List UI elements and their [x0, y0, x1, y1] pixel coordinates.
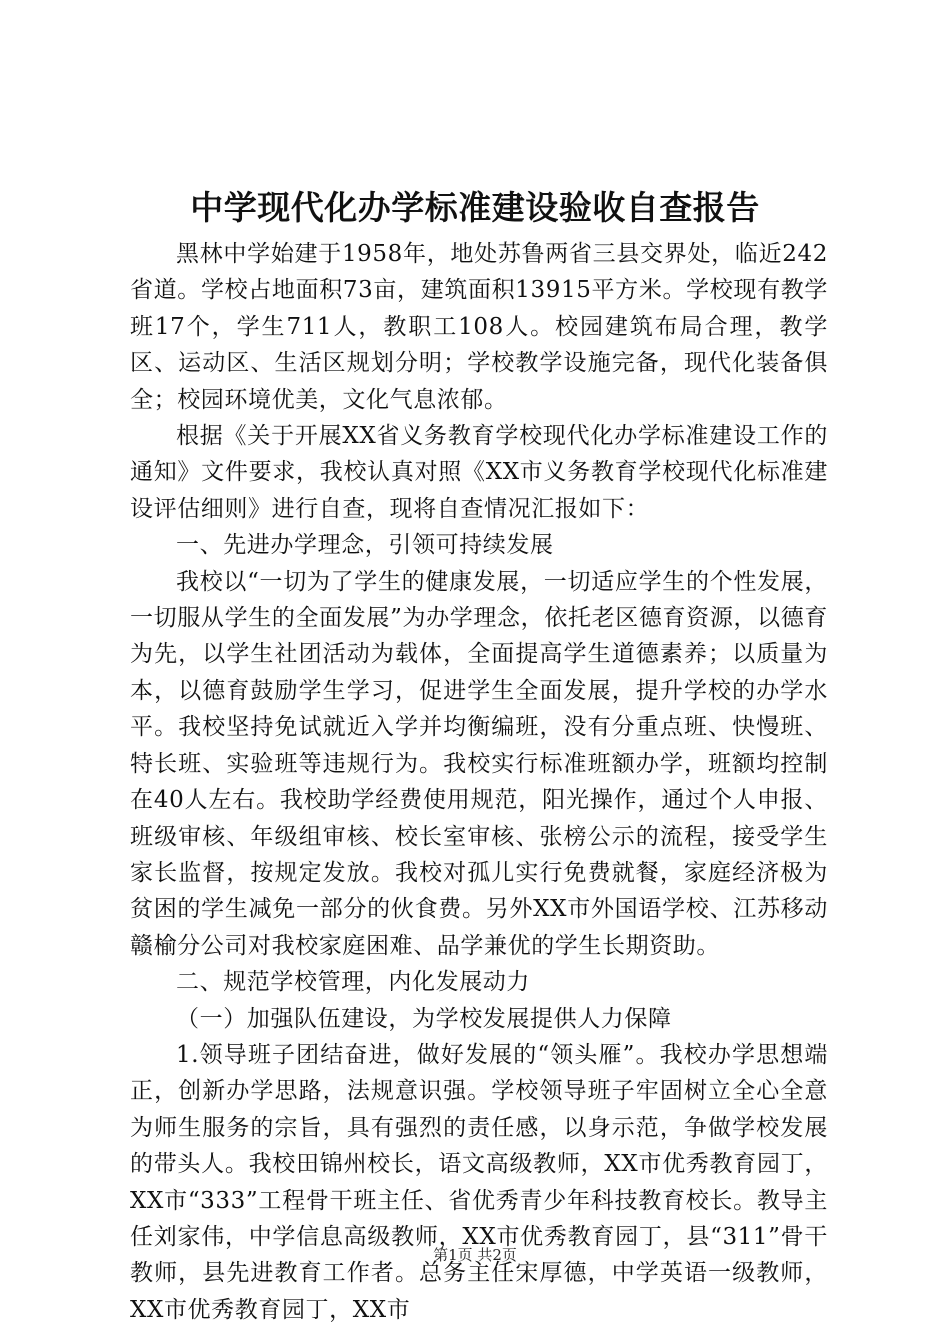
document-title: 中学现代化办学标准建设验收自查报告 [190, 188, 760, 227]
paragraph-basis: 根据《关于开展XX省义务教育学校现代化办学标准建设工作的通知》文件要求，我校认真对照《XX市义务教育学校现代化标准建设评估细则》进行自查，现将自查情况汇报如下： [130, 423, 828, 522]
paragraph-intro: 黑林中学始建于1958年，地处苏鲁两省三县交界处，临近242省道。学校占地面积73亩，建筑面积13915平方米。学校现有教学班17个，学生711人，教职工108人。校园建筑布局合理，教学区、运动区、生活区规划分明；学校教学设施完备，现代化装备俱全；校园环境优美，文化气息浓郁。 [130, 241, 828, 413]
section-heading-1: 一、先进办学理念，引领可持续发展 [176, 532, 554, 559]
paragraph-leadership: 1.领导班子团结奋进，做好发展的“领头雁”。我校办学思想端正，创新办学思路，法规意识强。学校领导班子牢固树立全心全意为师生服务的宗旨，具有强烈的责任感，以身示范，争做学校发展的带头人。我校田锦州校长，语文高级教师，XX市优秀教育园丁，XX市“333”工程骨干班主任、省优秀青少年科技教育校长。教导主任刘家伟，中学信息高级教师，XX市优秀教育园丁，县“311”骨干教师，县先进教育工作者。总务主任宋厚德，中学英语一级教师，XX市优秀教育园丁，XX市 [130, 1041, 828, 1323]
subsection-heading-1: （一）加强队伍建设，为学校发展提供人力保障 [176, 1005, 672, 1032]
paragraph-philosophy: 我校以“一切为了学生的健康发展，一切适应学生的个性发展，一切服从学生的全面发展”为办学理念，依托老区德育资源，以德育为先，以学生社团活动为载体，全面提高学生道德素养；以质量为本，以德育鼓励学生学习，促进学生全面发展，提升学校的办学水平。我校坚持免试就近入学并均衡编班，没有分重点班、快慢班、特长班、实验班等违规行为。我校实行标准班额办学，班额均控制在40人左右。我校助学经费使用规范，阳光操作，通过个人申报、班级审核、年级组审核、校长室审核、张榜公示的流程，接受学生家长监督，按规定发放。我校对孤儿实行免费就餐，家庭经济极为贫困的学生减免一部分的伙食费。另外XX市外国语学校、江苏移动赣榆分公司对我校家庭困难、品学兼优的学生长期资助。 [130, 568, 828, 959]
page-footer: 第1页 共2页 [433, 1246, 517, 1264]
document-body [130, 236, 828, 1328]
section-heading-2: 二、规范学校管理，内化发展动力 [176, 969, 530, 996]
